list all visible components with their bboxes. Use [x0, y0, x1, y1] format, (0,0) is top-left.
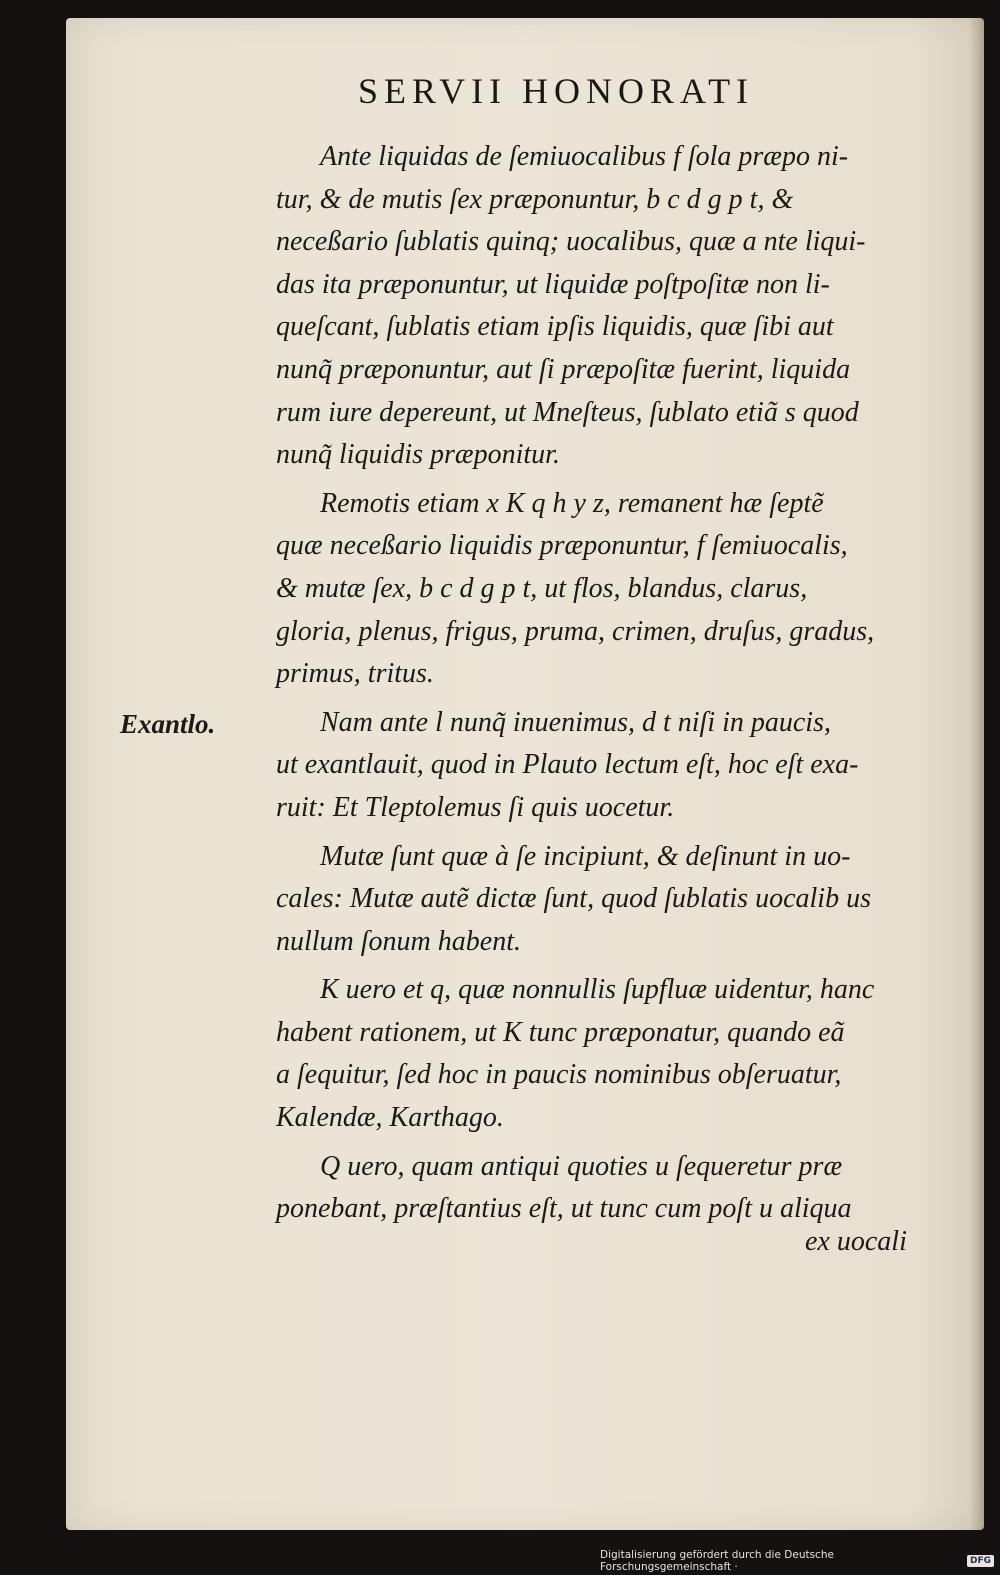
text-line: a ſequitur, ſed hoc in paucis nominibus obſeruatur, [276, 1059, 842, 1091]
text-line: Kalendæ, Karthago. [276, 1102, 504, 1134]
text-line: Mutæ ſunt quæ à ſe incipiunt, & deſinunt in uo- [320, 840, 851, 872]
text-line: nunq̃ liquidis præponitur. [276, 439, 560, 471]
text-line: Q uero, quam antiqui quoties u ſequeretur præ [320, 1150, 843, 1182]
text-line: queſcant, ſublatis etiam ipſis liquidis, quæ ſibi aut [276, 311, 834, 343]
text-line: primus, tritus. [276, 658, 434, 690]
marginal-note: Exantlo. [120, 709, 216, 739]
text-line: & mutæ ſex, b c d g p t, ut flos, blandus, clarus, [276, 572, 808, 604]
text-line: neceßario ſublatis quinq; uocalibus, quæ a nte liqui- [276, 226, 866, 258]
text-line: ponebant, præſtantius eſt, ut tunc cum poſt u aliqua [276, 1193, 852, 1225]
text-line: ruit: Et Tleptolemus ſi quis uocetur. [276, 791, 675, 823]
text-line: K uero et q, quæ nonnullis ſupfluæ uidentur, hanc [320, 974, 875, 1006]
text-line: cales: Mutæ autẽ dictæ ſunt, quod ſublatis uocalib us [276, 883, 871, 915]
text-line: ut exantlauit, quod in Plauto lectum eſt, hoc eſt exa- [276, 749, 859, 781]
text-line: Remotis etiam x K q h y z, remanent hæ ſeptẽ [320, 487, 824, 519]
text-line: rum iure depereunt, ut Mneſteus, ſublato etiã s quod [276, 396, 859, 428]
text-line: das ita præponuntur, ut liquidæ poſtpoſitæ non li- [276, 268, 830, 300]
text-line: Nam ante l nunq̃ inuenimus, d t niſi in paucis, [320, 706, 831, 738]
digitization-credit-bar [600, 1550, 1000, 1572]
digitization-credit-text: Digitalisierung gefördert durch die Deutsche Forschungsgemeinschaft · [600, 1549, 834, 1573]
text-line: Ante liquidas de ſemiuocalibus f ſola præpo ni- [320, 141, 849, 172]
text-line: tur, & de mutis ſex præponuntur, b c d g p t, & [276, 183, 794, 215]
catchword: ex uocali [805, 1226, 907, 1257]
text-line: habent rationem, ut K tunc præponatur, quando eã [276, 1016, 845, 1048]
main-text-block [276, 136, 926, 1231]
text-line: gloria, plenus, frigus, pruma, crimen, druſus, gradus, [276, 615, 875, 647]
text-line: quæ neceßario liquidis præponuntur, f ſemiuocalis, [276, 530, 848, 562]
dfg-logo-icon: DFG [967, 1555, 994, 1567]
page-edge-shadow [970, 18, 984, 1530]
running-head: SERVII HONORATI [357, 71, 755, 111]
text-line: nunq̃ præponuntur, aut ſi præpoſitæ fuerint, liquida [276, 353, 851, 385]
text-line: nullum ſonum habent. [276, 925, 521, 957]
